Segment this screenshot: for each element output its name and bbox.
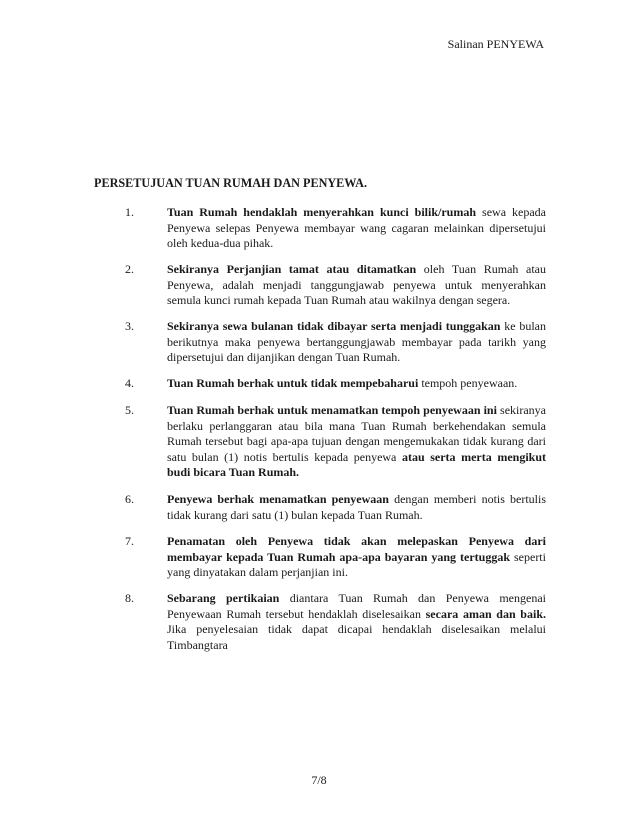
clause-plain-text: sewa kepada Penyewa selepas Penyewa membayar wang cagaran melainkan dipersetujui oleh kedua-dua pihak. bbox=[167, 205, 547, 250]
clause-number: 2. bbox=[125, 262, 134, 276]
clause-plain-text: tempoh penyewaan. bbox=[418, 376, 518, 390]
clause-number: 4. bbox=[125, 376, 134, 390]
clause-plain-text: dengan memberi notis bertulis tidak kurang dari satu (1) bulan kepada Tuan Rumah. bbox=[167, 492, 546, 522]
clause-plain-text: diantara Tuan Rumah dan Penyewa mengenai Penyewaan Rumah tersebut hendaklah diselesaikan bbox=[167, 591, 546, 621]
clause-bold-text: Tuan Rumah hendaklah menyerahkan kunci bilik/rumah bbox=[167, 205, 477, 219]
clause-text bbox=[167, 205, 546, 252]
clause-number: 8. bbox=[125, 591, 134, 605]
document-title: PERSETUJUAN TUAN RUMAH DAN PENYEWA. bbox=[94, 176, 367, 190]
clause-bold-text-2: secara aman dan baik. bbox=[425, 606, 546, 621]
clause-plain-text: sekiranya berlaku perlanggaran atau bila mana Tuan Rumah berkehendakan semula Rumah tersebut bagi apa-apa tujuan dengan mengemukakan tidak kurang dari satu bulan (1) notis bertulis kepada penyewa bbox=[167, 403, 547, 464]
clause-bold-text: Tuan Rumah berhak untuk menamatkan tempoh penyewaan ini bbox=[167, 403, 497, 417]
clause-number: 7. bbox=[125, 534, 134, 548]
clause-bold-text: Penamatan oleh Penyewa tidak akan melepaskan Penyewa dari membayar kepada Tuan Rumah apa-apa bayaran yang tertuggak bbox=[167, 534, 546, 564]
clause-number: 1. bbox=[125, 205, 134, 219]
copy-label: Salinan PENYEWA bbox=[447, 37, 544, 51]
clause-bold-text: Penyewa berhak menamatkan penyewaan bbox=[167, 492, 389, 506]
clause-number: 6. bbox=[125, 492, 134, 506]
clause-text bbox=[167, 376, 546, 392]
clause-text bbox=[167, 492, 546, 523]
clause-bold-text: Sekiranya Perjanjian tamat atau ditamatkan bbox=[167, 262, 417, 276]
clause-text bbox=[167, 262, 546, 309]
clause-text bbox=[167, 534, 546, 581]
clause-bold-text: Sebarang pertikaian bbox=[167, 591, 280, 605]
clause-bold-text-2: atau serta merta mengikut budi bicara Tuan Rumah. bbox=[167, 449, 547, 479]
page-number: 7/8 bbox=[311, 773, 327, 787]
clause-plain-text: seperti yang dinyatakan dalam perjanjian ini. bbox=[167, 549, 546, 579]
clause-number: 3. bbox=[125, 319, 134, 333]
clause-text bbox=[167, 591, 546, 653]
clause-bold-text: Tuan Rumah berhak untuk tidak mempebaharui bbox=[167, 376, 419, 390]
clause-text bbox=[167, 403, 546, 481]
clause-plain-text: ke bulan berikutnya maka penyewa bertanggungjawab membayar pada tarikh yang dipersetujui dan dijanjikan dengan Tuan Rumah. bbox=[167, 319, 546, 364]
clause-plain-text-2: Jika penyelesaian tidak dapat dicapai hendaklah diselesaikan melalui Timbangtara bbox=[167, 622, 546, 652]
clause-bold-text: Sekiranya sewa bulanan tidak dibayar serta menjadi tunggakan bbox=[167, 319, 501, 333]
clause-text bbox=[167, 319, 546, 366]
clause-plain-text: oleh Tuan Rumah atau Penyewa, adalah menjadi tanggungjawab penyewa untuk menyerahkan semula kunci rumah kepada Tuan Rumah atau wakilnya dengan segera. bbox=[167, 262, 546, 307]
clause-number: 5. bbox=[125, 403, 134, 417]
